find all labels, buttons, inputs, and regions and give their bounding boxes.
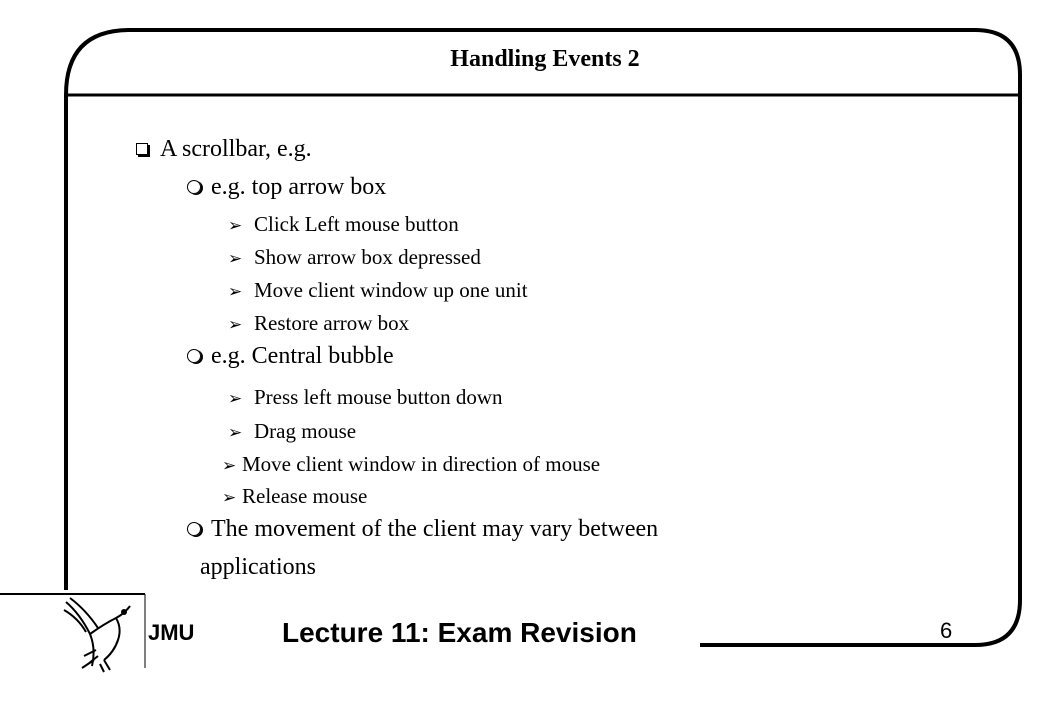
arrow-bullet-icon: ➢ [228,315,243,335]
liver-bird-logo-icon [60,594,138,674]
arrow-bullet-icon: ➢ [228,216,243,236]
page-number: 6 [940,618,953,643]
bullet-item-continuation: applications [200,554,316,580]
bullet-item: e.g. top arrow box [187,174,386,201]
org-label: JMU [148,620,195,645]
arrow-bullet-icon: ➢ [228,282,243,302]
arrow-bullet-icon: ➢ [222,488,237,508]
circle-bullet-icon [187,522,201,536]
arrow-bullet-icon: ➢ [228,423,243,443]
bullet-item: e.g. Central bubble [187,343,394,370]
bullet-item: ➢ Release mouse [222,484,368,508]
arrow-bullet-icon: ➢ [228,249,243,269]
slide-title: Handling Events 2 [450,46,640,72]
bullet-item: ➢ Drag mouse [228,419,357,443]
circle-bullet-icon [187,180,201,194]
bullet-item: ➢ Show arrow box depressed [228,245,481,269]
bullet-item: A scrollbar, e.g. [136,136,312,163]
bullet-item: The movement of the client may vary between [187,516,658,543]
arrow-bullet-icon: ➢ [222,456,237,476]
bullet-item: ➢ Click Left mouse button [228,212,459,236]
bullet-item: ➢ Move client window up one unit [228,278,528,302]
circle-bullet-icon [187,349,201,363]
square-bullet-icon [136,143,148,155]
bullet-item: ➢ Move client window in direction of mouse [222,452,601,476]
bullet-item: ➢ Restore arrow box [228,311,410,335]
lecture-title: Lecture 11: Exam Revision [282,617,637,648]
bullet-item: ➢ Press left mouse button down [228,385,503,409]
arrow-bullet-icon: ➢ [228,389,243,409]
